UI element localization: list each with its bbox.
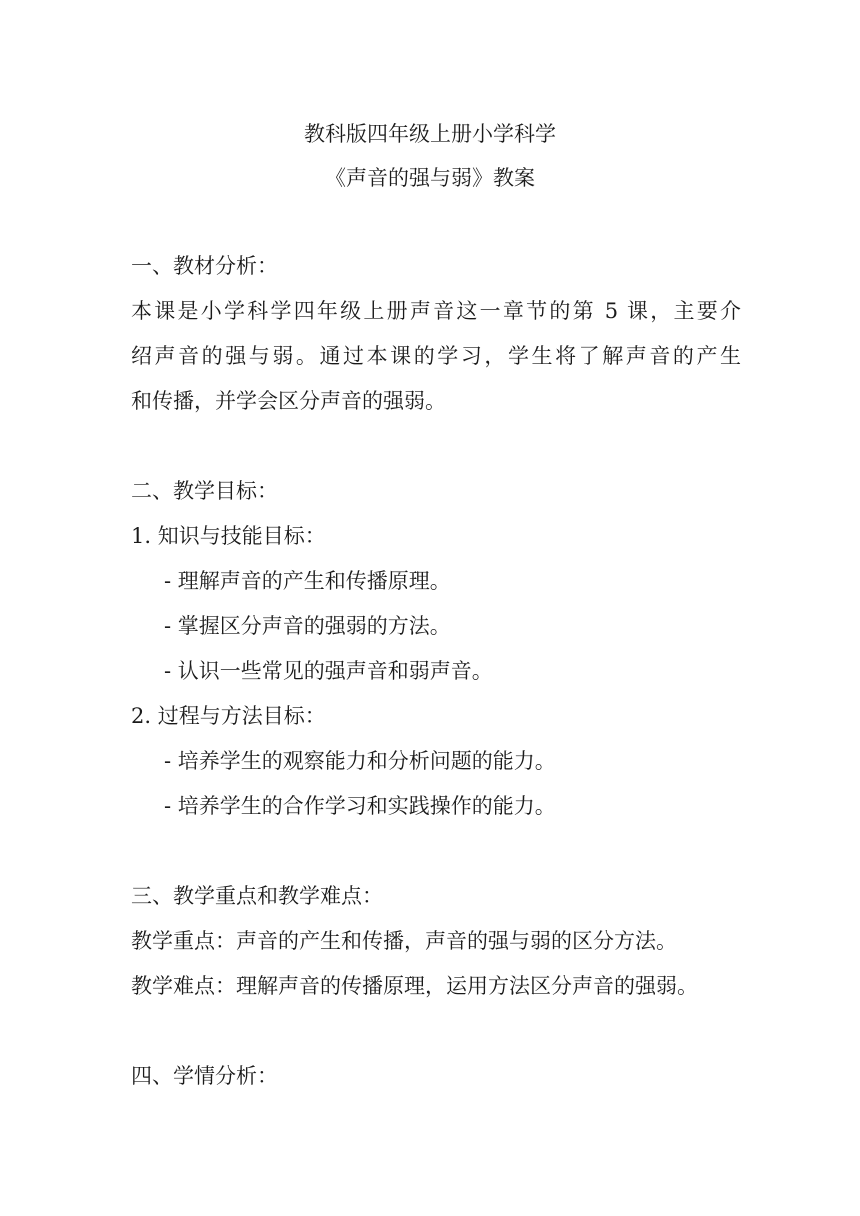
list-item: - 认识一些常见的强声音和弱声音。	[164, 659, 493, 683]
list-item: - 培养学生的合作学习和实践操作的能力。	[164, 794, 556, 818]
title-line-2: 《声音的强与弱》教案	[325, 166, 535, 190]
section-heading-2: 二、教学目标：	[131, 479, 278, 503]
document-title	[0, 112, 860, 200]
difficulty-text: 教学难点：理解声音的传播原理，运用方法区分声音的强弱。	[131, 974, 698, 998]
paragraph-line: 绍声音的强与弱。通过本课的学习，学生将了解声音的产生	[131, 344, 741, 368]
paragraph-line: 本课是小学科学四年级上册声音这一章节的第 5 课，主要介	[131, 299, 741, 323]
blank-line	[131, 1009, 741, 1054]
key-point-text: 教学重点：声音的产生和传播，声音的强与弱的区分方法。	[131, 929, 677, 953]
section-heading-4: 四、学情分析：	[131, 1064, 278, 1088]
section-heading-3: 三、教学重点和教学难点：	[131, 884, 383, 908]
blank-line	[131, 424, 741, 469]
goal-label-1: 1. 知识与技能目标：	[131, 524, 326, 548]
list-item: - 培养学生的观察能力和分析问题的能力。	[164, 749, 556, 773]
title-line-1: 教科版四年级上册小学科学	[304, 122, 556, 146]
paragraph-line: 和传播，并学会区分声音的强弱。	[131, 389, 446, 413]
list-item: - 理解声音的产生和传播原理。	[164, 569, 451, 593]
blank-line	[131, 829, 741, 874]
document-body	[131, 244, 741, 1099]
list-item: - 掌握区分声音的强弱的方法。	[164, 614, 451, 638]
section-heading-1: 一、教材分析：	[131, 254, 278, 278]
goal-label-2: 2. 过程与方法目标：	[131, 704, 326, 728]
